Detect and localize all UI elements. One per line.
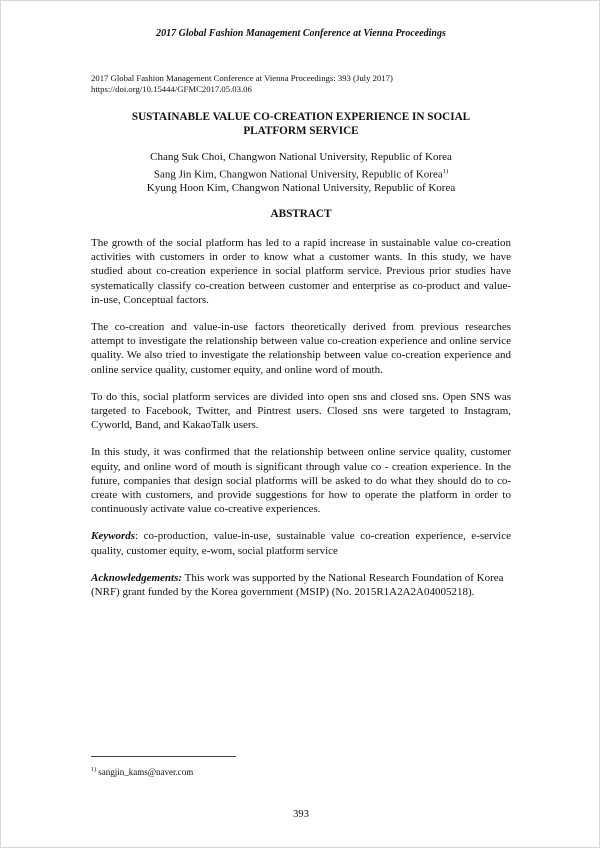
running-header: 2017 Global Fashion Management Conference at Vienna Proceedings <box>156 28 446 39</box>
abstract-paragraph-3: To do this, social platform services are divided into open sns and closed sns. Open SNS was targeted to Facebook, Twitter, and Pintrest users. Closed sns were targeted to Instagram, Cyworld, Band, and KakaoTalk users. <box>91 390 511 432</box>
title-line-2: PLATFORM SERVICE <box>243 125 359 137</box>
author-2-text: Sang Jin Kim, Changwon National University, Republic of Korea <box>153 168 443 181</box>
citation-line: 2017 Global Fashion Management Conference at Vienna Proceedings: 393 (July 2017) <box>91 73 393 83</box>
abstract-heading: ABSTRACT <box>270 208 332 220</box>
abstract-paragraph-4: In this study, it was confirmed that the relationship between online service quality, customer equity, and online word of mouth is significant through value co - creation experience. In the future, companies that design social platforms will be asked to do what they should do to co-create with customers, and provide suggestions for how to operate the platform in order to continuously activate value co-creative experiences. <box>91 446 511 516</box>
abstract-body <box>91 236 511 612</box>
page-number: 393 <box>293 809 309 820</box>
acknowledgements-text: This work was supported by the National Research Foundation of Korea (NRF) grant funded by the Korea government (MSIP) (No. 2015R1A2A2A04005218). <box>91 571 504 599</box>
acknowledgements-paragraph <box>91 571 511 599</box>
citation-block <box>91 73 393 95</box>
abstract-paragraph-1: The growth of the social platform has led to a rapid increase in sustainable value co-creation activities with customers in order to know what a customer wants. In this study, we have studied about co-creation experience in social platform service. Previous prior studies have systematically classify co-creation between customer and enterprise as co-product and value-in-use, Conceptual factors. <box>91 237 511 306</box>
keywords-label: Keywords <box>91 530 135 543</box>
footnote-email: sangjin_kams@naver.com <box>96 767 194 777</box>
keywords-paragraph <box>91 529 511 557</box>
footnote-divider <box>91 756 236 757</box>
doi-link[interactable]: https://doi.org/10.15444/GFMC2017.05.03.06 <box>91 84 252 94</box>
acknowledgements-label: Acknowledgements: <box>91 571 183 584</box>
keywords-separator: : <box>135 530 144 543</box>
author-footnote-marker: 1) <box>442 167 449 175</box>
abstract-paragraph-2: The co-creation and value-in-use factors theoretically derived from previous researches attempt to investigate the relationship between value co-creation experience and online service quality. We also tried to investigate the relationship between value co-creation experience and online service quality, customer equity, and online word of mouth. <box>91 321 511 376</box>
paper-title <box>91 110 511 138</box>
footnote <box>91 767 193 777</box>
keywords-text: co-production, value-in-use, sustainable value co-creation experience, e-service quality, customer equity, e-wom, social platform service <box>91 530 512 557</box>
author-list <box>91 151 511 195</box>
title-line-1: SUSTAINABLE VALUE CO-CREATION EXPERIENCE IN SOCIAL <box>131 111 471 123</box>
author-1: Chang Suk Choi, Changwon National University, Republic of Korea <box>150 151 452 163</box>
footnote-marker: 1) <box>91 767 96 773</box>
author-3: Kyung Hoon Kim, Changwon National University, Republic of Korea <box>146 181 456 194</box>
author-2 <box>91 165 511 182</box>
